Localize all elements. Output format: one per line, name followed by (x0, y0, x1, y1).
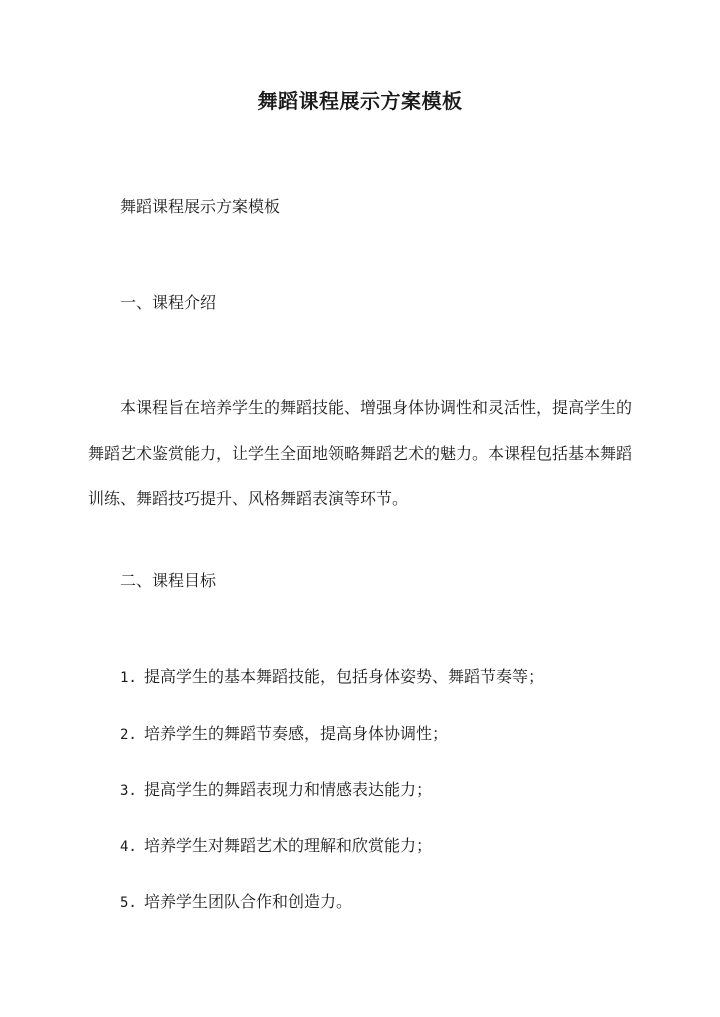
list-item-number: 1. (120, 670, 137, 686)
list-item-text: 培养学生对舞蹈艺术的理解和欣赏能力； (144, 836, 433, 855)
list-item (120, 779, 432, 802)
section-heading-goals: 二、课程目标 (120, 571, 217, 590)
list-item (120, 835, 432, 858)
list-item-number: 2. (120, 727, 137, 743)
list-item-text: 培养学生团队合作和创造力。 (144, 892, 353, 911)
list-item (120, 666, 544, 689)
list-item-number: 4. (120, 839, 137, 855)
list-item-number: 3. (120, 783, 137, 799)
document-title: 舞蹈课程展示方案模板 (257, 89, 463, 113)
list-item-text: 提高学生的舞蹈表现力和情感表达能力； (144, 780, 433, 799)
list-item-text: 提高学生的基本舞蹈技能，包括身体姿势、舞蹈节奏等； (144, 667, 545, 686)
list-item-text: 培养学生的舞蹈节奏感，提高身体协调性； (144, 724, 449, 743)
list-item (120, 891, 352, 914)
list-item-number: 5. (120, 895, 137, 911)
section-heading-intro: 一、课程介绍 (120, 293, 217, 312)
intro-paragraph: 本课程旨在培养学生的舞蹈技能、增强身体协调性和灵活性，提高学生的舞蹈艺术鉴赏能力，让学生全面地领略舞蹈艺术的魅力。本课程包括基本舞蹈训练、舞蹈技巧提升、风格舞蹈表演等环节。 (88, 398, 633, 508)
document-subtitle: 舞蹈课程展示方案模板 (120, 197, 281, 216)
list-item (120, 723, 448, 746)
